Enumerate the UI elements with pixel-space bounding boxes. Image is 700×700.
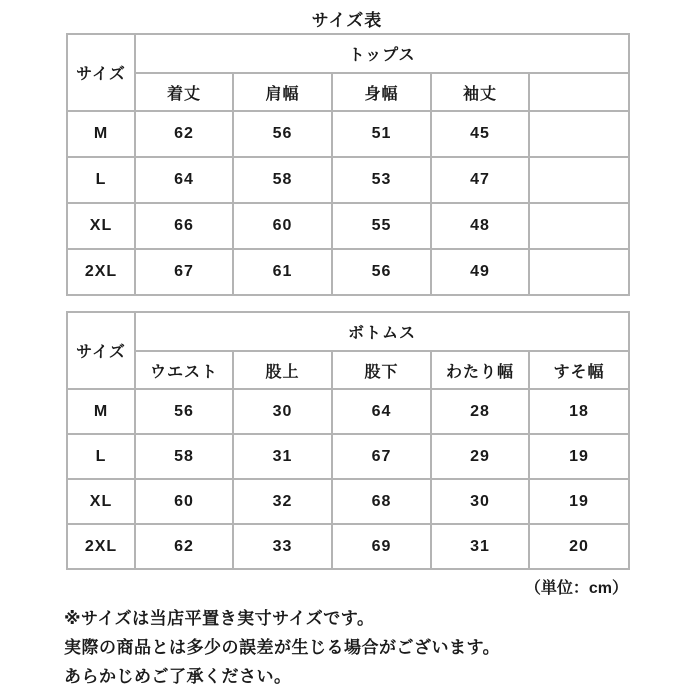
table-cell: 66 xyxy=(135,203,233,249)
unit-note: （単位：cm） xyxy=(524,580,628,597)
table-cell: 60 xyxy=(233,203,332,249)
footnote-line-2: 実際の商品とは多少の誤差が生じる場合がございます。 xyxy=(64,638,501,657)
tops-column-header-katahaba: 肩幅 xyxy=(233,73,332,111)
bottoms-size-column-header: サイズ xyxy=(67,312,135,389)
table-cell: 33 xyxy=(233,524,332,569)
row-size-label: M xyxy=(67,389,135,434)
table-cell: 62 xyxy=(135,111,233,157)
footnotes xyxy=(64,604,664,691)
tops-row-2xl xyxy=(67,249,629,295)
tops-subheader-row xyxy=(67,73,629,111)
row-size-label: L xyxy=(67,157,135,203)
bottoms-row-l xyxy=(67,434,629,479)
bottoms-column-header-hem: すそ幅 xyxy=(529,351,629,389)
row-size-label: XL xyxy=(67,203,135,249)
bottoms-column-header-rise: 股上 xyxy=(233,351,332,389)
bottoms-column-header-waist: ウエスト xyxy=(135,351,233,389)
bottoms-row-xl xyxy=(67,479,629,524)
table-cell: 29 xyxy=(431,434,529,479)
tops-column-header-sodetake: 袖丈 xyxy=(431,73,529,111)
table-cell: 48 xyxy=(431,203,529,249)
table-cell: 58 xyxy=(233,157,332,203)
table-cell: 56 xyxy=(135,389,233,434)
footnote-line-1: ※サイズは当店平置き実寸サイズです。 xyxy=(64,609,375,628)
table-cell: 64 xyxy=(332,389,431,434)
table-cell xyxy=(529,203,629,249)
table-cell: 58 xyxy=(135,434,233,479)
bottoms-row-2xl xyxy=(67,524,629,569)
bottoms-column-header-thigh: わたり幅 xyxy=(431,351,529,389)
table-cell xyxy=(529,157,629,203)
table-cell: 51 xyxy=(332,111,431,157)
row-size-label: 2XL xyxy=(67,249,135,295)
table-cell: 18 xyxy=(529,389,629,434)
table-cell xyxy=(529,111,629,157)
table-cell: 32 xyxy=(233,479,332,524)
tops-size-table xyxy=(66,33,630,296)
bottoms-header-row xyxy=(67,312,629,351)
row-size-label: XL xyxy=(67,479,135,524)
tops-column-header-chakutake: 着丈 xyxy=(135,73,233,111)
table-cell: 30 xyxy=(233,389,332,434)
tops-group-header: トップス xyxy=(135,34,629,73)
tops-row-m xyxy=(67,111,629,157)
table-cell: 64 xyxy=(135,157,233,203)
tops-column-header-mihaba: 身幅 xyxy=(332,73,431,111)
table-cell: 68 xyxy=(332,479,431,524)
table-cell: 55 xyxy=(332,203,431,249)
table-cell: 61 xyxy=(233,249,332,295)
table-cell xyxy=(529,249,629,295)
bottoms-size-table xyxy=(66,311,630,570)
bottoms-group-header: ボトムス xyxy=(135,312,629,351)
tops-row-xl xyxy=(67,203,629,249)
table-cell: 30 xyxy=(431,479,529,524)
table-cell: 62 xyxy=(135,524,233,569)
row-size-label: M xyxy=(67,111,135,157)
tops-row-l xyxy=(67,157,629,203)
bottoms-row-m xyxy=(67,389,629,434)
table-cell: 45 xyxy=(431,111,529,157)
table-cell: 60 xyxy=(135,479,233,524)
table-cell: 20 xyxy=(529,524,629,569)
page-title: サイズ表 xyxy=(311,11,383,30)
row-size-label: 2XL xyxy=(67,524,135,569)
table-cell: 56 xyxy=(233,111,332,157)
table-cell: 49 xyxy=(431,249,529,295)
bottoms-column-header-inseam: 股下 xyxy=(332,351,431,389)
tops-header-row xyxy=(67,34,629,73)
table-cell: 31 xyxy=(431,524,529,569)
table-cell: 31 xyxy=(233,434,332,479)
table-cell: 69 xyxy=(332,524,431,569)
table-cell: 67 xyxy=(135,249,233,295)
table-cell: 67 xyxy=(332,434,431,479)
row-size-label: L xyxy=(67,434,135,479)
bottoms-subheader-row xyxy=(67,351,629,389)
table-cell: 47 xyxy=(431,157,529,203)
tops-size-column-header: サイズ xyxy=(67,34,135,111)
table-cell: 19 xyxy=(529,434,629,479)
table-cell: 19 xyxy=(529,479,629,524)
table-cell: 56 xyxy=(332,249,431,295)
tops-column-header-empty xyxy=(529,73,629,111)
footnote-line-3: あらかじめご了承ください。 xyxy=(64,667,292,686)
table-cell: 53 xyxy=(332,157,431,203)
table-cell: 28 xyxy=(431,389,529,434)
